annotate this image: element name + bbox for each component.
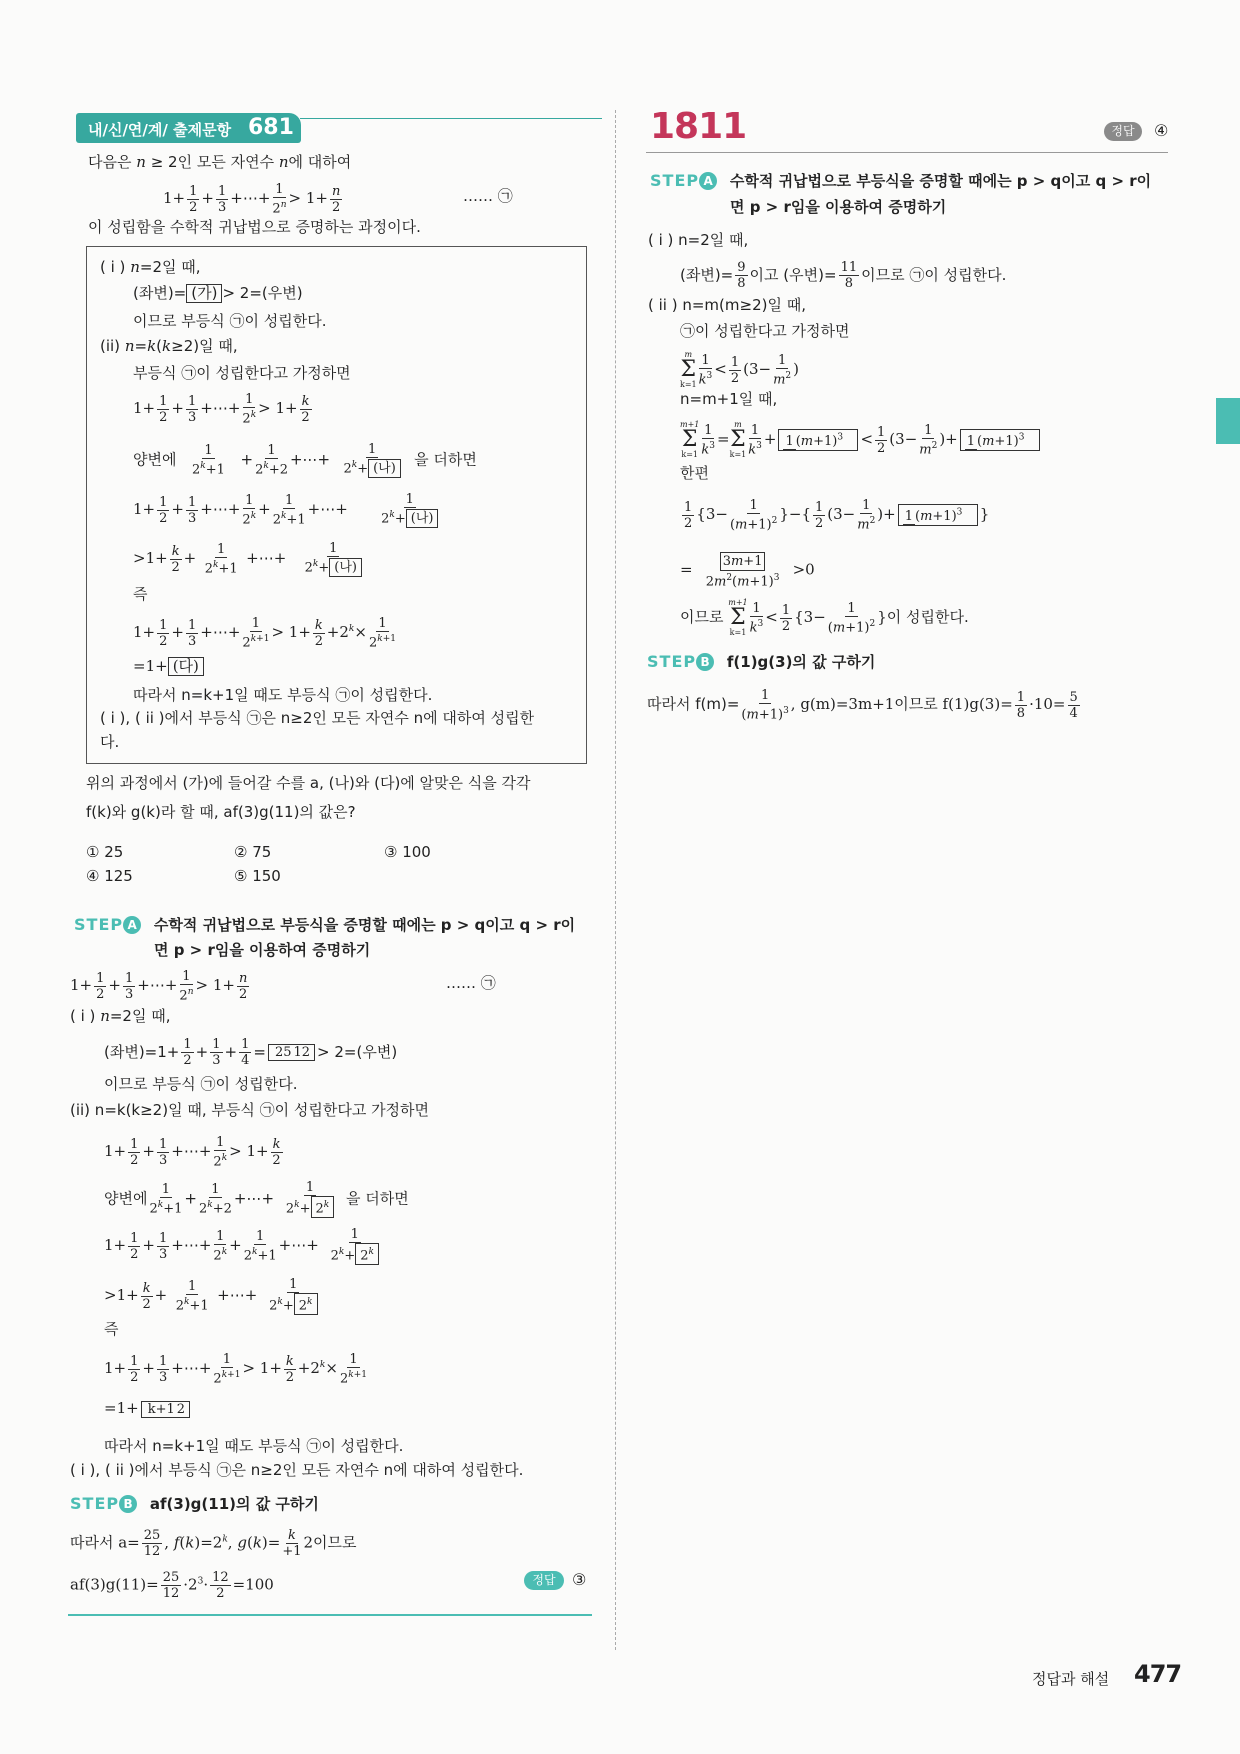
box-assumed-ineq: 1+ $\frac{1}{2}$ + $\frac{1}{3}$ +⋯+ $\frac{1}{2^k}$ > 1+ $\frac{k}{2}$ [133,392,310,427]
statement-after: 이 성립함을 수학적 귀납법으로 증명하는 과정이다. [88,218,421,236]
r-n-m1: n=m+1일 때, [680,390,778,408]
box-conclusion-1: ( i ), ( ii )에서 부등식 ㉠은 n≥2인 모든 자연수 n에 대하여 성립한 [100,709,535,727]
choice-3[interactable]: ③ 100 [384,843,431,861]
intro-text-3: 에 대하여 [288,153,352,171]
right-title-rule [646,152,1168,153]
box-add-both: 양변에 $\frac{1}{2^k+1}$ + $\frac{1}{2^k+2}$ +⋯+ $\frac{1}{2^k+ (나)}$ 을 더하면 [133,442,477,478]
r-stepA-title-1: 수학적 귀납법으로 부등식을 증명할 때에는 p > q이고 q > r이 [729,172,1152,190]
answer-badge-right: 정답 [1104,122,1142,141]
stepA-label: STEP [74,915,124,934]
r-holds: 이므로 m+1 Σ k=1 $\frac{1}{k^3}$ < $\frac{1}{2}$ {3− $\frac{1}{(m+1)^2}$ }이 성립한다. [680,598,969,637]
r-assumed-ineq: m Σ k=1 $\frac{1}{k^3}$ < $\frac{1}{2}$ (3− $\frac{1}{m^2}$ ) [680,350,800,389]
r-stepA-label: STEP [650,171,700,190]
r-case-i: ( i ) n=2일 때, [648,231,749,249]
blank-na-3: (나) [329,558,362,577]
r-difference: $\frac{1}{2}$ {3− $\frac{1}{(m+1)^2}$ }−{ $\frac{1}{2}$ (3− $\frac{1}{m^2}$ )+ 1 $(m+1)^3$ } [684,498,990,533]
r-sum-ineq: m+1 Σ k=1 $\frac{1}{k^3}$ = m Σ k=1 $\frac{1}{k^3}$ + 1 $(m+1)^3$ < $\frac{1}{2}$ (3− $\frac{1}{m^2}$ )+ 1 $(m+1)^3$ [680,420,1042,460]
problem-number: 1811 [650,106,747,147]
stepB-circle: B [119,1495,137,1513]
question-line-2: f(k)와 g(k)라 할 때, af(3)g(11)의 값은? [86,803,356,821]
sol-jeuk: 즉 [104,1320,119,1338]
badge-rule [300,118,602,119]
box-case-ii: (ii) n=k(k≥2)일 때, [100,337,238,355]
column-divider [615,110,616,1650]
left-bottom-rule [68,1614,592,1616]
choice-5[interactable]: ⑤ 150 [234,867,281,885]
sol-k1-line: =1+ k+1 2 [104,1397,192,1419]
question-line-1: 위의 과정에서 (가)에 들어갈 수를 a, (나)와 (다)에 알맞은 식을 각각 [86,774,531,792]
stepB-label: STEP [70,1494,120,1513]
left-stepA [74,914,575,936]
r-hanpyeon: 한편 [680,464,709,482]
choice-2[interactable]: ② 75 [234,843,272,861]
stepA-title-2: 면 p > r임을 이용하여 증명하기 [154,941,371,959]
blank-ga: (가) [186,284,222,303]
sol-sum-line: 1+ $\frac{1}{2}$ + $\frac{1}{3}$ +⋯+ $\frac{1}{2^k}$ + $\frac{1}{2^k+1}$ +⋯+ $\frac{1}{2^k+ 2^k}$ [104,1227,391,1265]
blank-na-2: (나) [406,509,439,528]
footer-label: 정답과 해설 [1032,1670,1110,1688]
sol-gt-line: >1+ $\frac{k}{2}$ + $\frac{1}{2^k+1}$ +⋯+ $\frac{1}{2^k+ 2^k}$ [104,1277,329,1315]
choice-1[interactable]: ① 25 [86,843,124,861]
sol-lhs: (좌변)=1+ $\frac{1}{2}$ + $\frac{1}{3}$ + $\frac{1}{4}$ = 25 12 > 2=(우변) [104,1037,398,1068]
sol-k1-num: k+1 [147,1401,175,1417]
box-conclusion-2: 다. [100,733,120,751]
answer-value-right: ④ [1154,121,1169,140]
problem-intro: 다음은 n ≥ 2인 모든 자연수 n에 대하여 [88,153,352,171]
sol-conclusion: ( i ), ( ii )에서 부등식 ㉠은 n≥2인 모든 자연수 n에 대하여 성립한다. [70,1461,524,1479]
blank-na-1: (나) [368,459,401,478]
box-jeuk: 즉 [133,585,148,603]
intro-text: 다음은 [88,153,132,171]
sol-statement: 1+ $\frac{1}{2}$ + $\frac{1}{3}$ +⋯+ $\frac{1}{2^n}$ > 1+ $\frac{n}{2}$ [70,969,248,1004]
blank-da: (다) [168,657,204,676]
sol-assumed: 1+ $\frac{1}{2}$ + $\frac{1}{3}$ +⋯+ $\frac{1}{2^k}$ > 1+ $\frac{k}{2}$ [104,1135,281,1170]
r-final: 따라서 f(m)= $\frac{1}{(m+1)^3}$ , g(m)=3m+1이므로 f(1)g(3)= $\frac{1}{8}$ ·10= $\frac{5}{4}$ [647,688,1078,723]
answer-badge-left: 정답 [524,1571,564,1590]
final-line-1: 따라서 a= $\frac{25}{12}$ , $f(k)=2^k$, g(k)= k +1 2이므로 [70,1528,357,1559]
choice-4[interactable]: ④ 125 [86,867,133,885]
sol-case-ii: (ii) n=k(k≥2)일 때, 부등식 ㉠이 성립한다고 가정하면 [70,1101,430,1119]
stepB-title: af(3)g(11)의 값 구하기 [149,1495,319,1513]
r-case-ii: ( ii ) n=m(m≥2)일 때, [648,296,806,314]
statement-formula: 1+ $\frac{1}{2}$ + $\frac{1}{3}$ +⋯+ $\frac{1}{2^n}$ > 1+ $\frac{n}{2}$ [163,182,341,217]
sol-add-both: 양변에 $\frac{1}{2^k+1}$ + $\frac{1}{2^k+2}$ +⋯+ $\frac{1}{2^k+ 2^k}$ 을 더하면 [104,1180,409,1217]
box-gt-line: >1+ $\frac{k}{2}$ + $\frac{1}{2^k+1}$ +⋯+ $\frac{1}{2^k+ (나)}$ [133,541,380,577]
sol-tag: …… ㉠ [446,974,496,992]
r-stepB-circle: B [696,653,714,671]
sol-result-ineq: 1+ $\frac{1}{2}$ + $\frac{1}{3}$ +⋯+ $\frac{1}{2^{k+1}}$ > 1+ $\frac{k}{2}$ $+2^k\times$ $\frac{1}{2^{k+1}}$ [104,1352,367,1387]
left-stepB [70,1493,319,1515]
r-stepA-circle: A [699,172,717,190]
r-stepB-label: STEP [647,652,697,671]
stepA-circle: A [123,916,141,934]
box-result-ineq: 1+ $\frac{1}{2}$ + $\frac{1}{3}$ +⋯+ $\frac{1}{2^{k+1}}$ > 1+ $\frac{k}{2}$ $+2^k\times$ $\frac{1}{2^{k+1}}$ [133,616,396,651]
final-line-2: af(3)g(11)= $\frac{25}{12}$ $\cdot 2^3\cdot$ $\frac{12}{2}$ =100 [70,1570,274,1601]
r-assume: ㉠이 성립한다고 가정하면 [680,322,850,340]
box-case-i: ( i ) n=2일 때, [100,258,201,276]
box-sum-line: 1+ $\frac{1}{2}$ + $\frac{1}{3}$ +⋯+ $\frac{1}{2^k}$ + $\frac{1}{2^k+1}$ +⋯+ $\frac{1}{2^k+ (나)}$ [133,492,472,528]
badge-label: 내/신/연/계/ 출제문항 [88,121,232,139]
box-assume: 부등식 ㉠이 성립한다고 가정하면 [133,364,351,382]
problem-badge [76,113,301,143]
box-lhs: (좌변)= (가) > 2=(우변) [133,284,303,302]
sol-holds: 이므로 부등식 ㉠이 성립한다. [104,1075,298,1093]
box-da-line: =1+ (다) [133,655,204,677]
r-case-i-line: (좌변)= $\frac{9}{8}$ 이고 (우변)= $\frac{11}{8}$ 이므로 ㉠이 성립한다. [680,260,1007,291]
r-positive: = $\frac{3m+1}{2m^2(m+1)^3}$ >0 [680,554,815,590]
box-thus: 따라서 n=k+1일 때도 부등식 ㉠이 성립한다. [133,686,433,704]
intro-text-2: 인 모든 자연수 [177,153,275,171]
right-stepB [647,651,875,673]
answer-value-left: ③ [572,1570,587,1589]
r-stepB-title: f(1)g(3)의 값 구하기 [726,653,876,671]
stepA-title-1: 수학적 귀납법으로 부등식을 증명할 때에는 p > q이고 q > r이 [153,916,576,934]
tag-label: …… ㉠ [463,187,513,205]
sol-thus: 따라서 n=k+1일 때도 부등식 ㉠이 성립한다. [104,1437,404,1455]
page-number: 477 [1134,1660,1182,1688]
box-holds: 이므로 부등식 ㉠이 성립한다. [133,312,327,330]
r-stepA-title-2: 면 p > r임을 이용하여 증명하기 [730,198,947,216]
badge-number: 681 [248,115,294,140]
right-stepA [650,170,1151,192]
answer-box-2512: 25 12 [268,1044,315,1061]
sol-case-i: ( i ) n=2일 때, [70,1007,171,1025]
side-tab [1216,398,1240,444]
